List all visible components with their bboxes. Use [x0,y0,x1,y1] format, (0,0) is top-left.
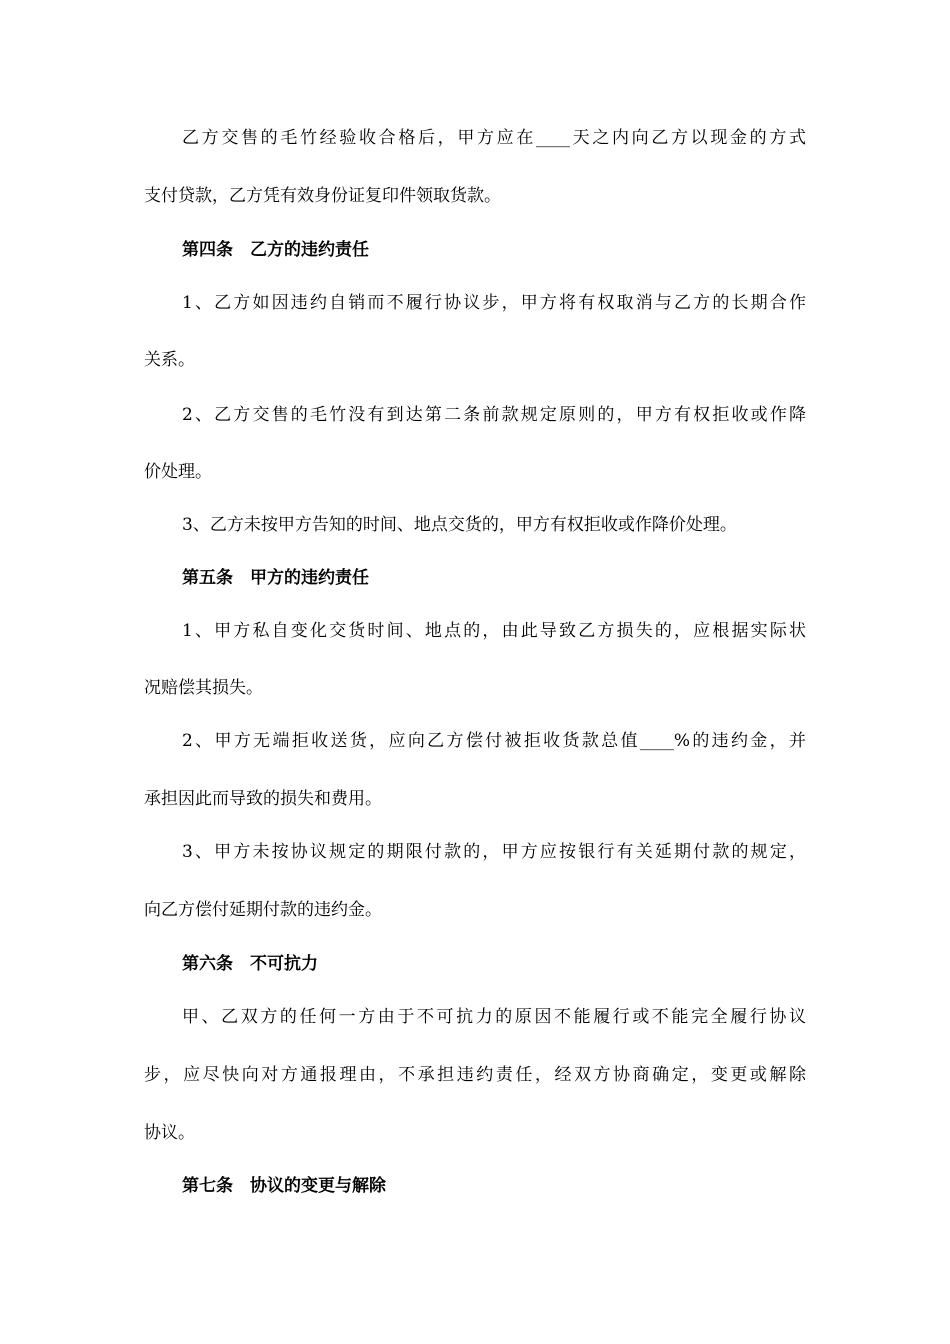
paragraph-line: 3、甲方未按协议规定的期限付款的，甲方应按银行有关延期付款的规定， [182,842,806,862]
paragraph-line: 步，应尽快向对方通报理由，不承担违约责任，经双方协商确定，变更或解除 [144,1065,806,1085]
paragraph-line: 价处理。 [144,462,212,482]
paragraph-line: 甲、乙双方的任何一方由于不可抗力的原因不能履行或不能完全履行协议 [182,1007,806,1027]
paragraph-line: 1、甲方私自变化交货时间、地点的，由此导致乙方损失的，应根据实际状 [182,621,806,641]
paragraph-line: 2、甲方无端拒收送货，应向乙方偿付被拒收货款总值____%的违约金，并 [182,731,806,751]
section-heading: 第四条 乙方的违约责任 [182,240,369,260]
paragraph-line: 1、乙方如因违约自销而不履行协议步，甲方将有权取消与乙方的长期合作 [182,293,806,313]
paragraph-line: 向乙方偿付延期付款的违约金。 [144,900,382,920]
paragraph-line: 况赔偿其损失。 [144,678,263,698]
section-heading: 第五条 甲方的违约责任 [182,568,369,588]
paragraph-line: 协议。 [144,1123,195,1143]
paragraph-line: 支付贷款，乙方凭有效身份证复印件领取货款。 [144,186,501,206]
paragraph-line: 3、乙方未按甲方告知的时间、地点交货的，甲方有权拒收或作降价处理。 [182,515,737,535]
paragraph-line: 关系。 [144,350,195,370]
paragraph-line: 乙方交售的毛竹经验收合格后，甲方应在____天之内向乙方以现金的方式 [182,128,806,148]
section-heading: 第六条 不可抗力 [182,954,318,974]
paragraph-line: 承担因此而导致的损失和费用。 [144,789,382,809]
section-heading: 第七条 协议的变更与解除 [182,1176,386,1196]
paragraph-line: 2、乙方交售的毛竹没有到达第二条前款规定原则的，甲方有权拒收或作降 [182,405,806,425]
